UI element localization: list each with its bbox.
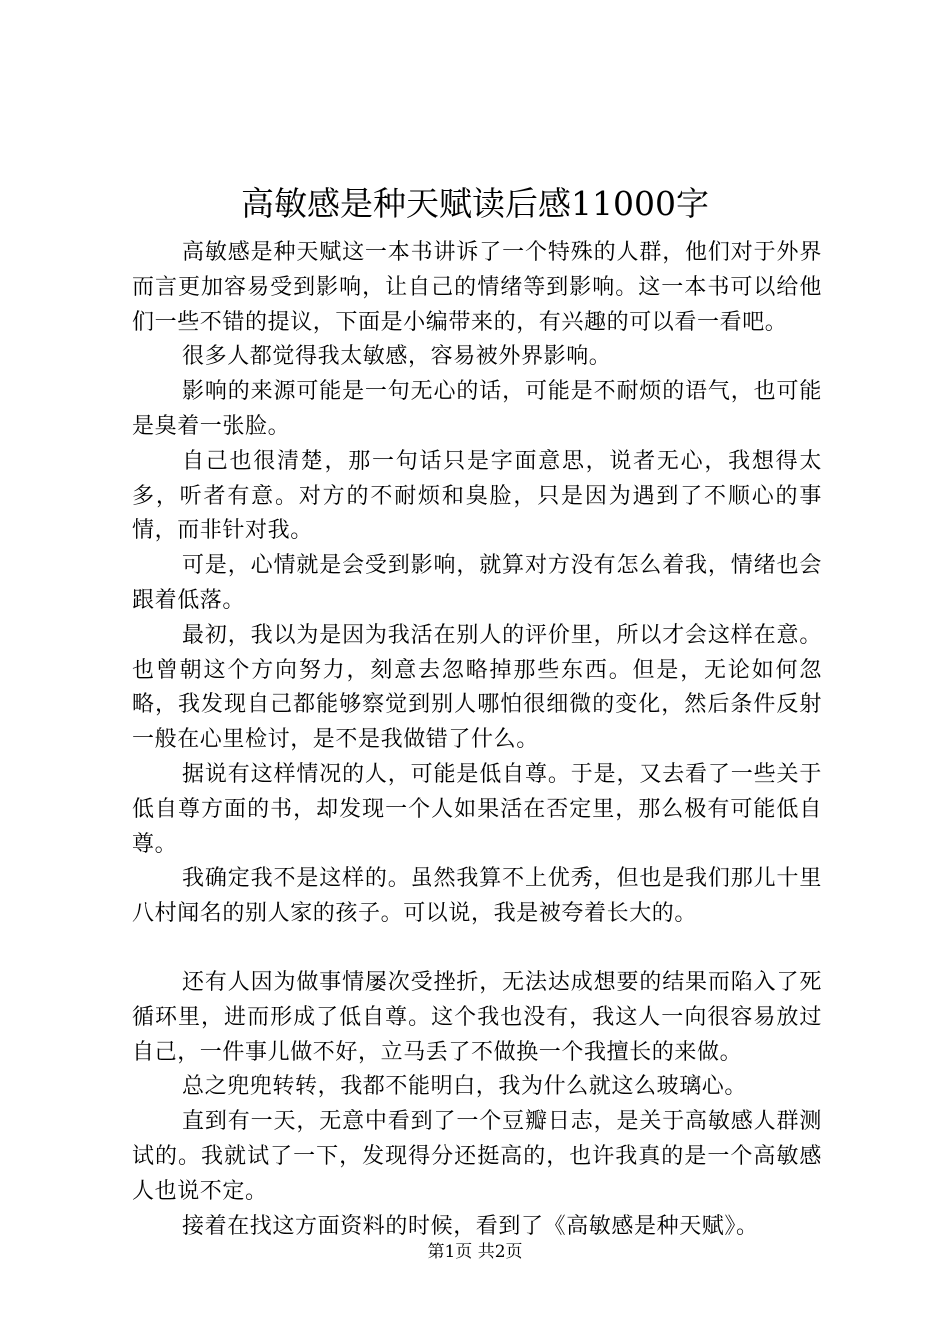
- paragraph: 影响的来源可能是一句无心的话，可能是不耐烦的语气，也可能是臭着一张脸。: [132, 379, 822, 439]
- paragraph: 总之兜兜转转，我都不能明白，我为什么就这么玻璃心。: [182, 1074, 748, 1100]
- paragraph: 可是，心情就是会受到影响，就算对方没有怎么着我，情绪也会跟着低落。: [132, 553, 822, 613]
- paragraph: 还有人因为做事情屡次受挫折，无法达成想要的结果而陷入了死循环里，进而形成了低自尊。这个我也没有，我这人一向很容易放过自己，一件事儿做不好，立马丢了不做换一个我擅长的来做。: [132, 969, 822, 1065]
- page-footer: 第1页 共2页: [427, 1242, 523, 1262]
- paragraph: 据说有这样情况的人，可能是低自尊。于是，又去看了一些关于低自尊方面的书，却发现一个人如果活在否定里，那么极有可能低自尊。: [132, 761, 822, 857]
- paragraph: 自己也很清楚，那一句话只是字面意思，说者无心，我想得太多，听者有意。对方的不耐烦和臭脸，只是因为遇到了不顺心的事情，而非针对我。: [132, 448, 822, 544]
- paragraph: 直到有一天，无意中看到了一个豆瓣日志，是关于高敏感人群测试的。我就试了一下，发现得分还挺高的，也许我真的是一个高敏感人也说不定。: [132, 1109, 822, 1204]
- paragraph: 很多人都觉得我太敏感，容易被外界影响。: [182, 344, 612, 370]
- paragraph: 我确定我不是这样的。虽然我算不上优秀，但也是我们那儿十里八村闻名的别人家的孩子。可以说，我是被夸着长大的。: [132, 866, 822, 927]
- paragraph: 最初，我以为是因为我活在别人的评价里，所以才会这样在意。也曾朝这个方向努力，刻意去忽略掉那些东西。但是，无论如何忽略，我发现自己都能够察觉到别人哪怕很细微的变化，然后条件反射一般在心里检讨，是不是我做错了什么。: [132, 622, 822, 753]
- document-body: [132, 236, 822, 1244]
- paragraph: 接着在找这方面资料的时候，看到了《高敏感是种天赋》。: [182, 1213, 759, 1239]
- paragraph-intro: 高敏感是种天赋这一本书讲诉了一个特殊的人群，他们对于外界而言更加容易受到影响，让自己的情绪等到影响。这一本书可以给他们一些不错的提议，下面是小编带来的，有兴趣的可以看一看吧。: [132, 240, 822, 335]
- document-title: 高敏感是种天赋读后感11000字: [241, 184, 709, 223]
